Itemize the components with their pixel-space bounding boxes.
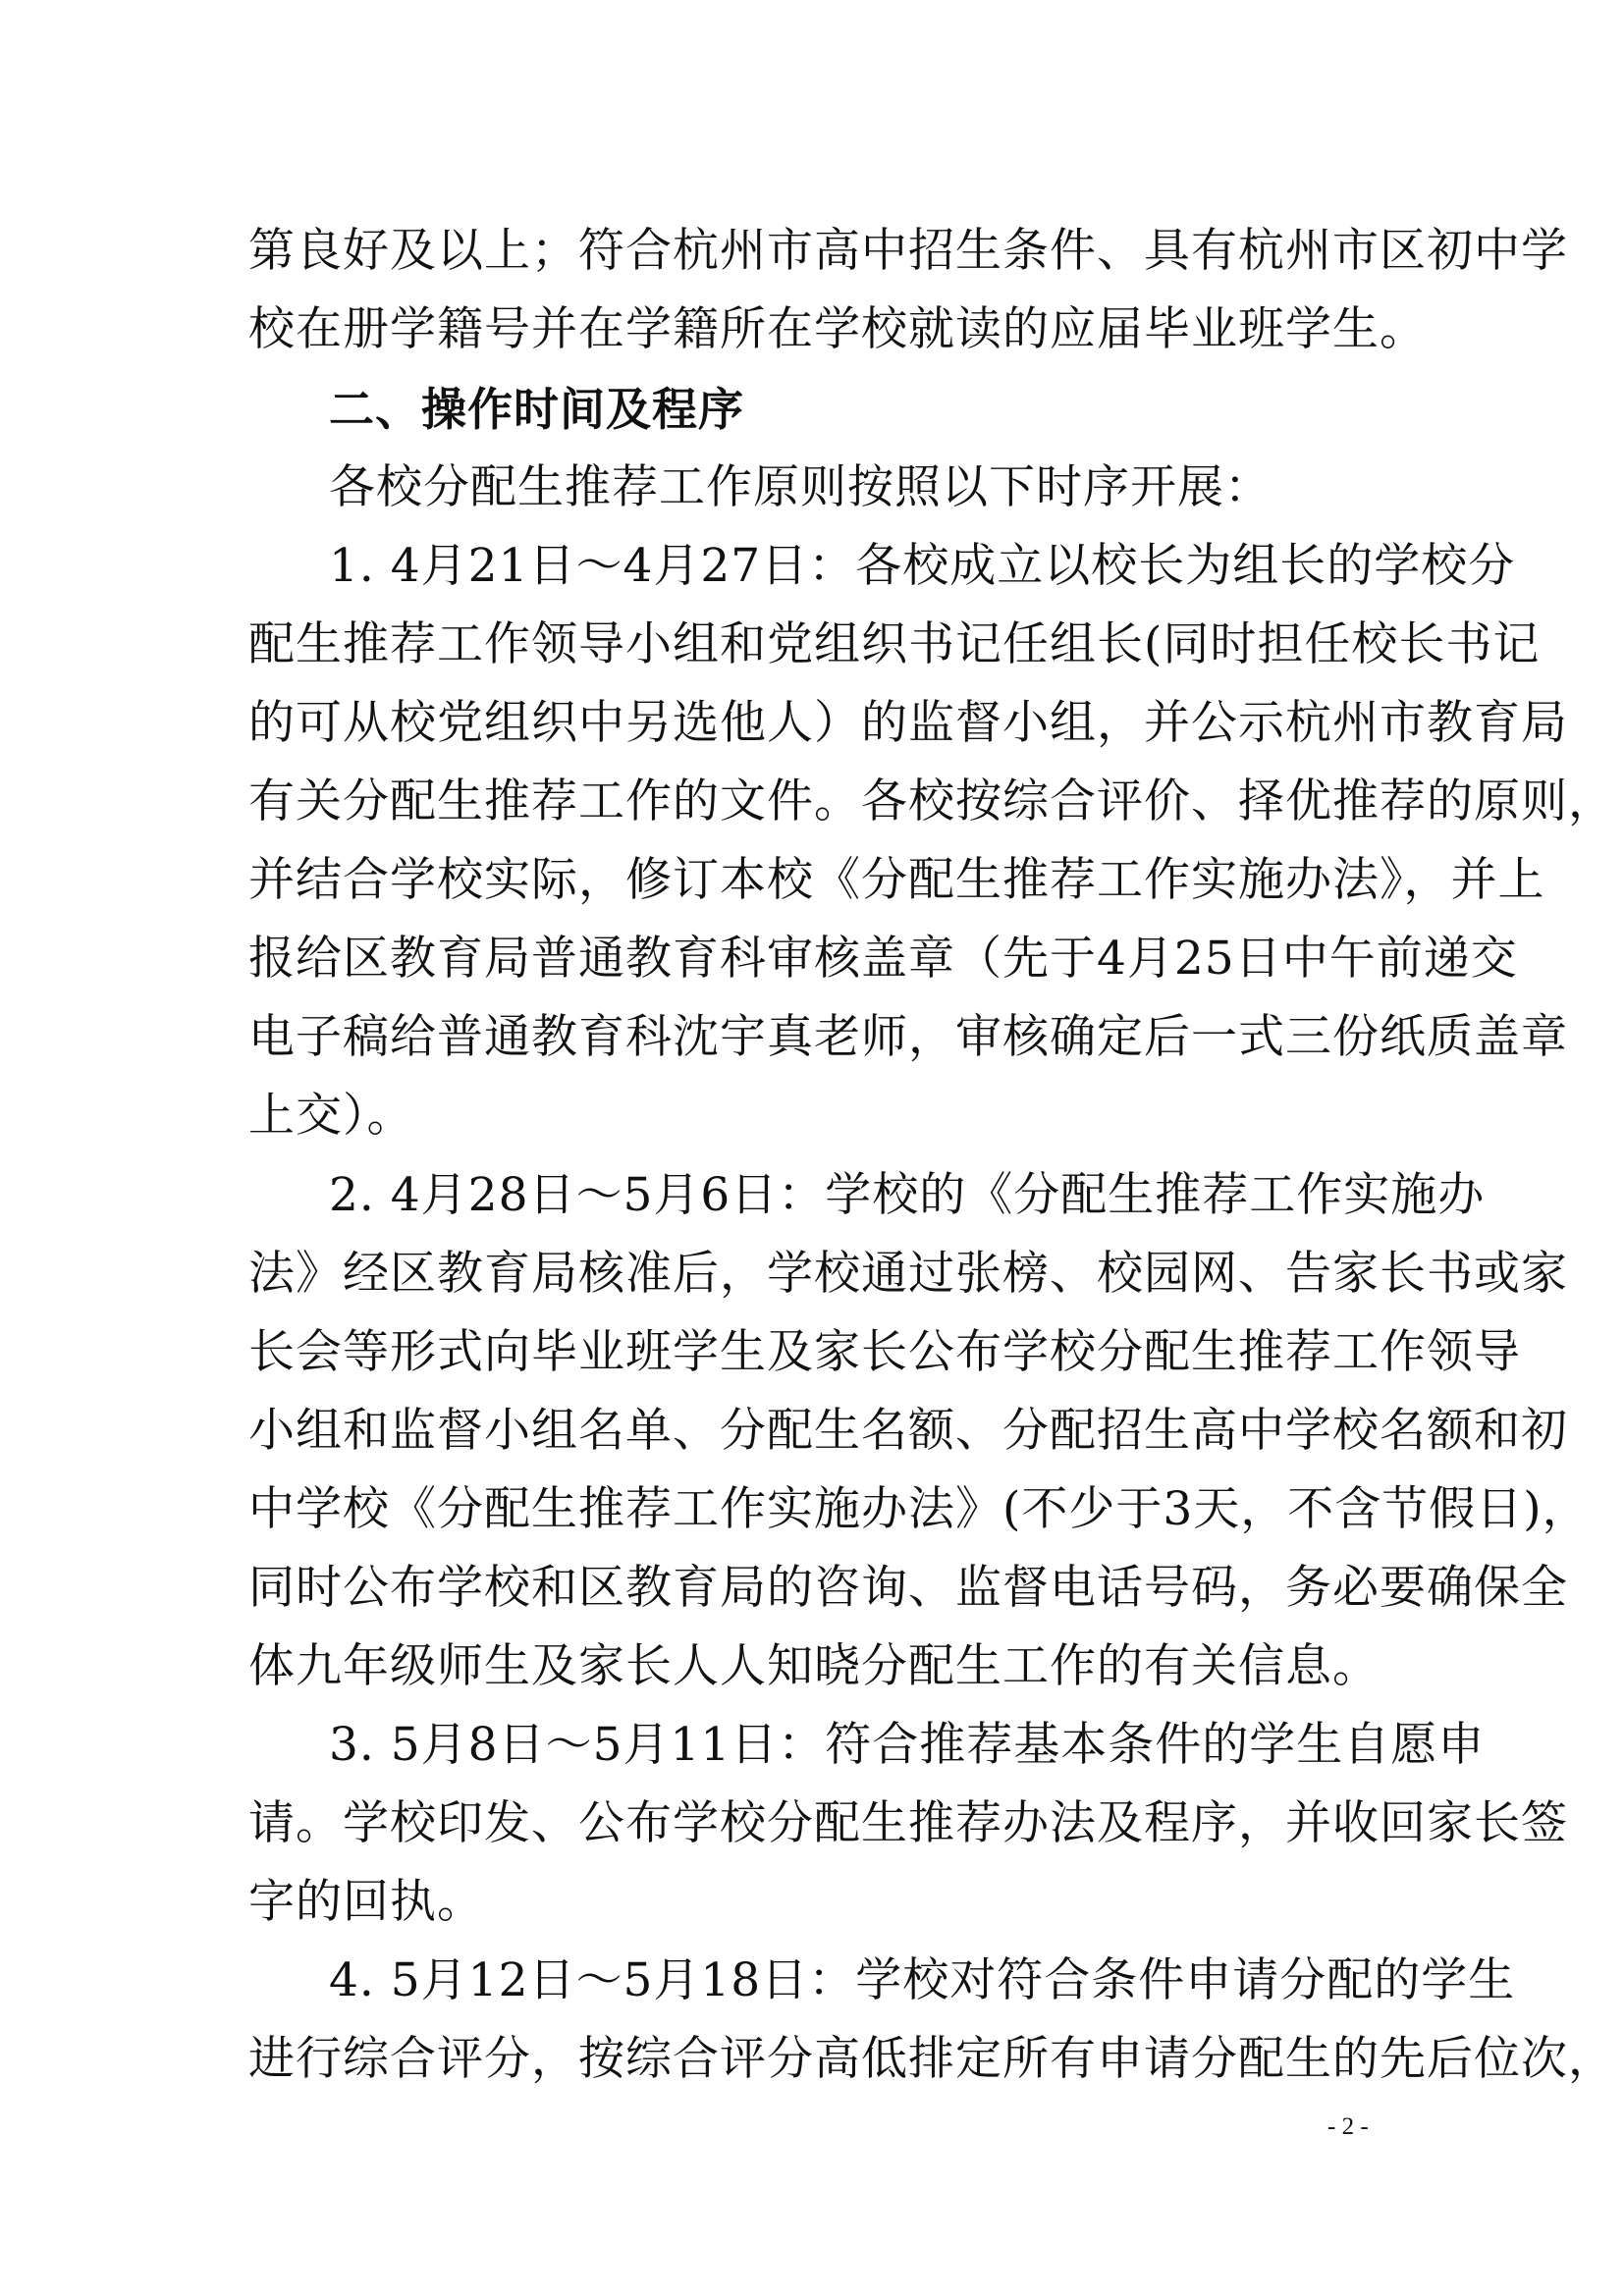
text-line: 第良好及以上；符合杭州市高中招生条件、具有杭州市区初中学 <box>248 224 1568 278</box>
text-line: 有关分配生推荐工作的文件。各校按综合评价、择优推荐的原则， <box>248 774 1615 828</box>
text-line: 3. 5月8日～5月11日：符合推荐基本条件的学生自愿申 <box>329 1718 1486 1772</box>
text-line: 进行综合评分，按综合评分高低排定所有申请分配生的先后位次， <box>248 2032 1615 2086</box>
text-line: 体九年级师生及家长人人知晓分配生工作的有关信息。 <box>248 1639 1380 1693</box>
text-line: 字的回执。 <box>248 1875 484 1929</box>
text-line: 长会等形式向毕业班学生及家长公布学校分配生推荐工作领导 <box>248 1325 1521 1379</box>
text-line: 的可从校党组织中另选他人）的监督小组，并公示杭州市教育局 <box>248 696 1568 750</box>
text-line: 并结合学校实际，修订本校《分配生推荐工作实施办法》，并上 <box>248 853 1545 907</box>
text-line: 中学校《分配生推荐工作实施办法》(不少于3天，不含节假日)， <box>248 1482 1590 1536</box>
text-line: 1. 4月21日～4月27日：各校成立以校长为组长的学校分 <box>329 539 1516 593</box>
text-line: 请。学校印发、公布学校分配生推荐办法及程序，并收回家长签 <box>248 1796 1568 1850</box>
text-line: 4. 5月12日～5月18日：学校对符合条件申请分配的学生 <box>329 1953 1516 2007</box>
text-line: 电子稿给普通教育科沈宇真老师，审核确定后一式三份纸质盖章 <box>248 1010 1568 1064</box>
text-line: 法》经区教育局核准后，学校通过张榜、校园网、告家长书或家 <box>248 1247 1568 1301</box>
text-line: 同时公布学校和区教育局的咨询、监督电话号码，务必要确保全 <box>248 1561 1568 1615</box>
page-number: - 2 - <box>1327 2113 1369 2140</box>
text-line: 校在册学籍号并在学籍所在学校就读的应届毕业班学生。 <box>248 302 1427 356</box>
section-heading: 二、操作时间及程序 <box>329 383 744 436</box>
text-line: 配生推荐工作领导小组和党组织书记任组长(同时担任校长书记 <box>248 617 1541 671</box>
text-line: 小组和监督小组名单、分配生名额、分配招生高中学校名额和初 <box>248 1404 1568 1458</box>
text-line: 上交）。 <box>248 1089 414 1143</box>
text-line: 报给区教育局普通教育科审核盖章（先于4月25日中午前递交 <box>248 932 1518 986</box>
text-line: 各校分配生推荐工作原则按照以下时序开展： <box>329 460 1272 514</box>
text-line: 2. 4月28日～5月6日：学校的《分配生推荐工作实施办 <box>329 1168 1486 1222</box>
